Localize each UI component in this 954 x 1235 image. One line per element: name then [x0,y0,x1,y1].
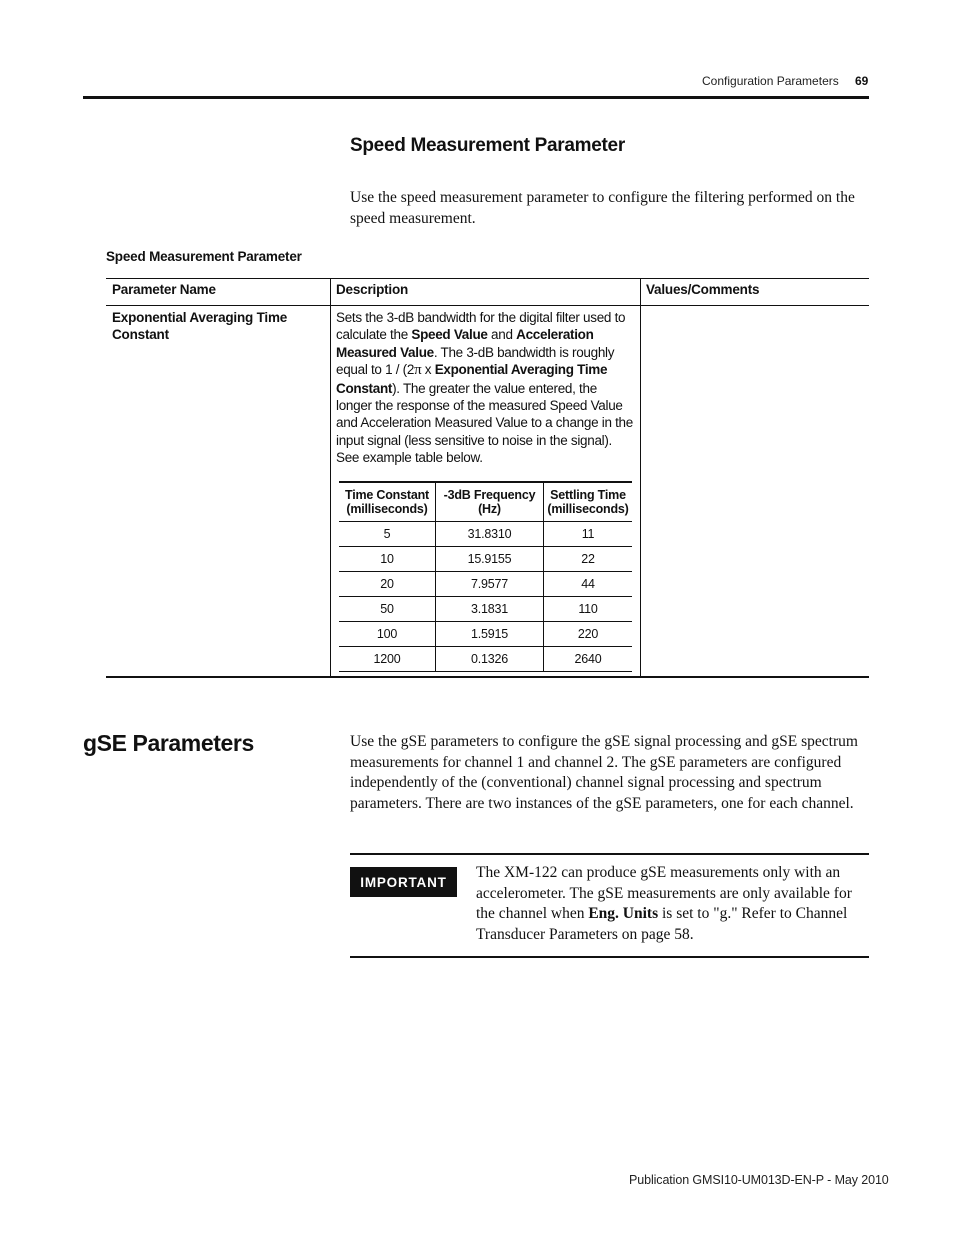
example-header-time-constant: Time Constant (milliseconds) [339,482,436,522]
table-row [339,622,632,647]
page-number: 69 [855,74,869,88]
header-rule [83,96,869,99]
description-cell [336,309,636,467]
column-divider [640,279,641,676]
table-cell: 11 [544,522,633,547]
table-cell: 0.1326 [436,647,544,672]
table-cell: 31.8310 [436,522,544,547]
column-header-parameter-name: Parameter Name [112,282,216,297]
table-caption: Speed Measurement Parameter [106,249,302,264]
column-header-description: Description [336,282,409,297]
desc-term-speed-value: Speed Value [411,327,488,343]
table-cell: 110 [544,597,633,622]
parameter-table [106,278,869,678]
speed-intro-paragraph: Use the speed measurement parameter to configure the filtering performed on the speed measurement. [350,189,855,227]
gse-body-paragraph: Use the gSE parameters to configure the gSE signal processing and gSE spectrum measurements for channel 1 and channel 2. The gSE parameters are configured independently of the (conventional) channel signal processing and spectrum parameters. There are two instances of the gSE parameters, one for each channel. [350,733,858,812]
important-top-rule [350,853,869,855]
desc-text: x [421,362,435,378]
section-heading-speed: Speed Measurement Parameter [350,135,625,156]
table-row [339,597,632,622]
important-text-part: is set to "g." Refer to Channel Transducer Parameters on page 58. [476,905,848,944]
important-text-part: The XM-122 can produce gSE measurements only with an accelerometer. The gSE measurements are only available for the channel when [476,864,852,923]
column-header-values-comments: Values/Comments [646,282,760,297]
table-cell: 50 [339,597,436,622]
desc-text: Sets the 3-dB bandwidth for the digital filter used to calculate the [336,310,626,343]
desc-term-time-constant: Exponential Averaging Time Constant [336,362,608,396]
table-cell: 44 [544,572,633,597]
parameter-name-cell: Exponential Averaging Time Constant [112,310,288,342]
pi-symbol: π [414,362,422,379]
table-cell: 220 [544,622,633,647]
table-cell: 10 [339,547,436,572]
table-cell: 3.1831 [436,597,544,622]
desc-text: . The 3-dB bandwidth is roughly equal to 1 / (2 [336,344,615,378]
section-heading-gse: gSE Parameters [83,730,254,756]
table-row [339,547,632,572]
table-cell: 2640 [544,647,633,672]
table-cell: 7.9577 [436,572,544,597]
important-text [476,863,871,946]
header-rule [106,305,869,306]
table-cell: 15.9155 [436,547,544,572]
example-header-frequency: -3dB Frequency (Hz) [436,482,544,522]
table-row [339,522,632,547]
table-cell: 5 [339,522,436,547]
table-row [339,572,632,597]
desc-text: and [487,327,517,343]
example-table-header-row [339,482,632,522]
table-cell: 100 [339,622,436,647]
important-bottom-rule [350,956,869,958]
important-term-eng-units: Eng. Units [588,905,659,923]
table-cell: 1.5915 [436,622,544,647]
table-cell: 20 [339,572,436,597]
table-cell: 1200 [339,647,436,672]
example-header-settling-time: Settling Time (milliseconds) [544,482,633,522]
important-badge: IMPORTANT [350,867,457,897]
desc-text: ). The greater the value entered, the longer the response of the measured Speed Value and Acceleration Measured Value to a change in the input signal (less sensitive to noise in the signal). See example table below. [336,380,633,466]
column-divider [330,279,331,676]
table-cell: 22 [544,547,633,572]
desc-term-acceleration: Acceleration Measured Value [336,327,594,360]
running-header-section: Configuration Parameters [702,74,839,88]
example-table [339,481,632,672]
publication-footer: Publication GMSI10-UM013D-EN-P - May 2010 [629,1173,889,1187]
table-row [339,647,632,672]
